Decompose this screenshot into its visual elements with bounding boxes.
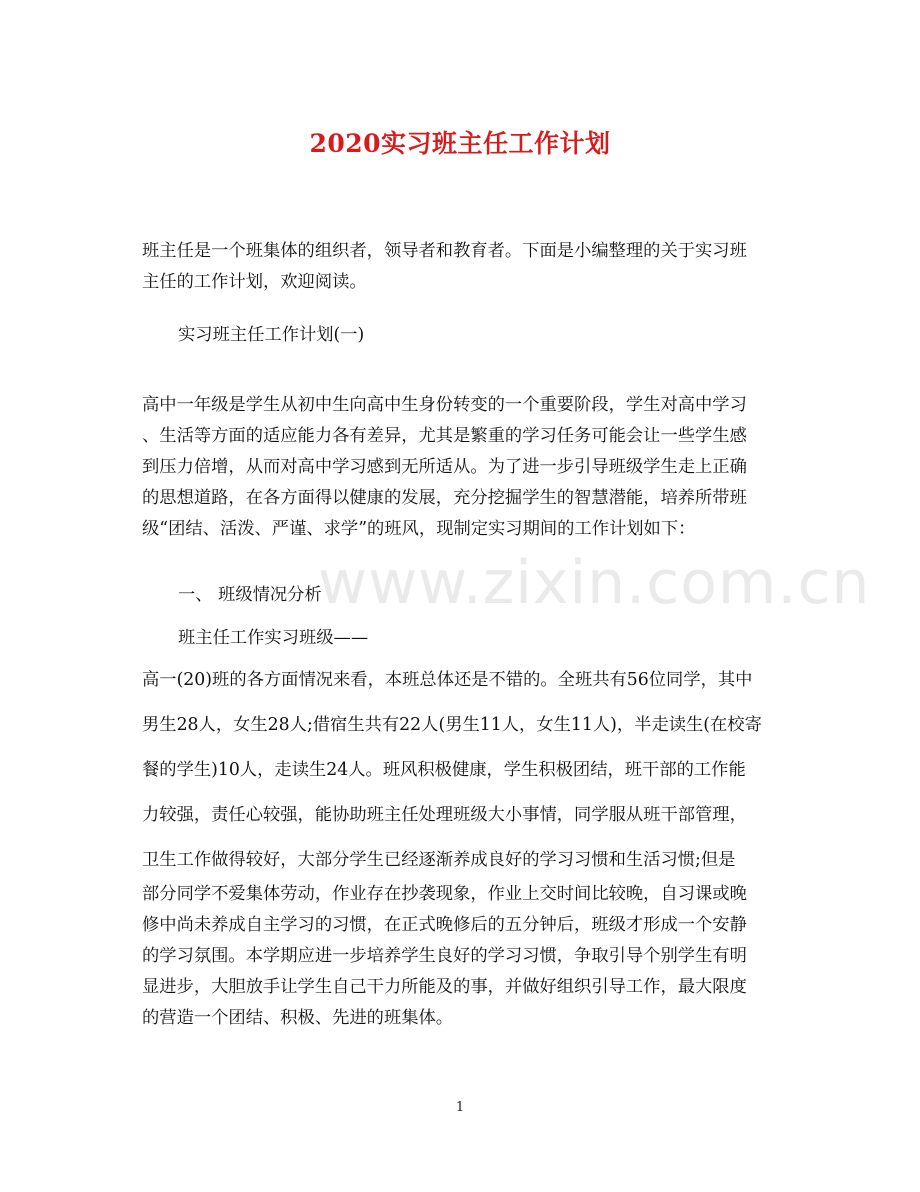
intro-line: 班主任是一个班集体的组织者，领导者和教育者。下面是小编整理的关于实习班 [142,241,747,261]
section-heading: 实习班主任工作计划(一) [178,325,365,345]
body-paragraph-2-top [142,658,782,883]
body-line: 修中尚未养成自主学习的习惯，在正式晚修后的五分钟后，班级才形成一个安静 [142,915,747,935]
body-line: 显进步，大胆放手让学生自己干力所能及的事，并做好组织引导工作，最大限度 [142,977,747,997]
intro-paragraph [142,236,782,298]
body-line: 、生活等方面的适应能力各有差异，尤其是繁重的学习任务可能会让一些学生感 [142,426,747,446]
body-line: 卫生工作做得较好，大部分学生已经逐渐养成良好的学习习惯和生活习惯;但是 [142,850,736,870]
subheading-internship-class: 班主任工作实习班级—— [178,628,369,648]
body-line: 级“团结、活泼、严谨、求学”的班风，现制定实习期间的工作计划如下： [142,519,696,539]
body-line: 部分同学不爱集体劳动，作业存在抄袭现象，作业上交时间比较晚，自习课或晚 [142,884,747,904]
body-paragraph-2-bottom [142,879,782,1034]
document-title: 2020实习班主任工作计划 [309,129,611,158]
body-line: 的学习氛围。本学期应进一步培养学生良好的学习习惯，争取引导个别学生有明 [142,946,747,966]
intro-line: 主任的工作计划，欢迎阅读。 [142,272,367,292]
page-number: 1 [455,1100,465,1115]
watermark: www.zixin.com.cn [318,548,871,618]
body-line: 男生28人，女生28人;借宿生共有22人(男生11人，女生11人)，半走读生(在校寄 [142,715,762,735]
body-line: 到压力倍增，从而对高中学习感到无所适从。为了进一步引导班级学生走上正确 [142,457,747,477]
body-line: 的营造一个团结、积极、先进的班集体。 [142,1008,454,1028]
body-line: 高中一年级是学生从初中生向高中生身份转变的一个重要阶段，学生对高中学习 [142,395,747,415]
subheading-class-analysis: 一、 班级情况分析 [178,585,322,605]
body-line: 力较强，责任心较强，能协助班主任处理班级大小事情，同学服从班干部管理， [142,805,747,825]
body-paragraph-1 [142,390,782,545]
body-line: 的思想道路，在各方面得以健康的发展，充分挖掘学生的智慧潜能，培养所带班 [142,488,747,508]
body-line: 餐的学生)10人，走读生24人。班风积极健康，学生积极团结，班干部的工作能 [142,760,746,780]
body-line: 高一(20)班的各方面情况来看，本班总体还是不错的。全班共有56位同学，其中 [142,670,753,690]
